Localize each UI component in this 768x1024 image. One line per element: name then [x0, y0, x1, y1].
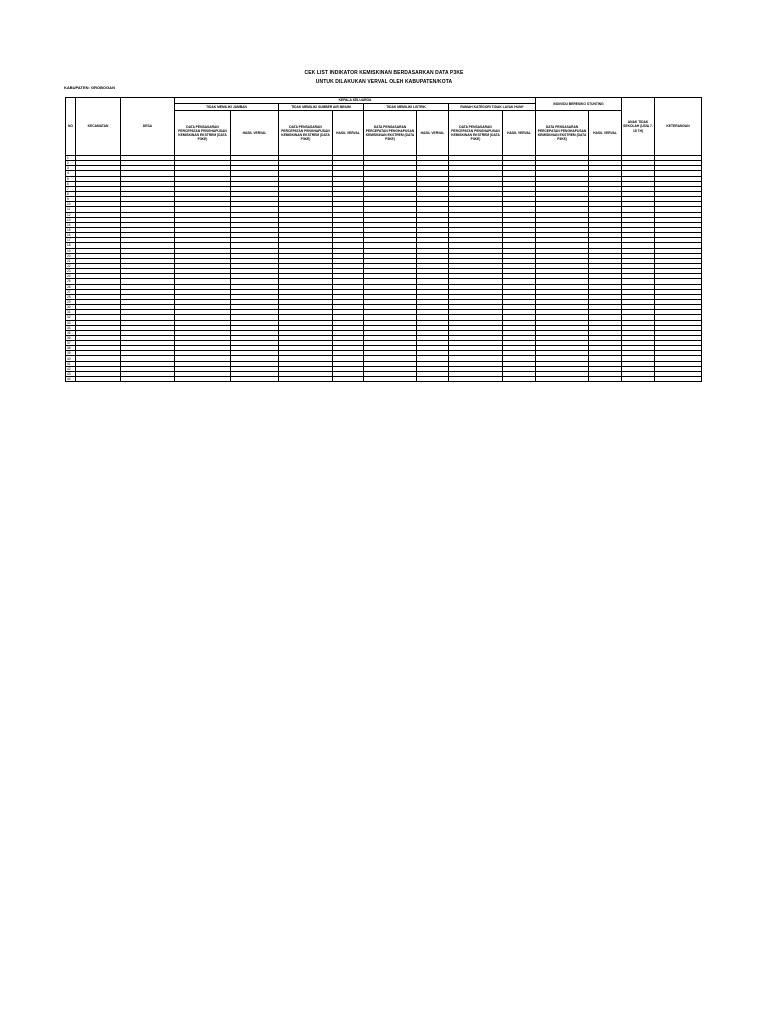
row-number: 18: [66, 243, 76, 248]
header-tidak-air-minum: TIDAK MEMILIKI SUMBER AIR MINUM: [279, 104, 364, 111]
row-number: 11: [66, 207, 76, 212]
row-number: 6: [66, 181, 76, 186]
row-number: 3: [66, 166, 76, 171]
row-number: 41: [66, 361, 76, 366]
row-number: 17: [66, 238, 76, 243]
header-data-p3ke: DATA PENSASARAN PERCEPATAN PENGHAPUSAN KEMISKINAN EKSTREM (DATA P3KE): [279, 111, 333, 156]
header-keterangan: KETERANGAN: [655, 98, 702, 156]
row-number: 36: [66, 335, 76, 340]
row-number: 10: [66, 202, 76, 207]
header-data-p3ke: DATA PENSASARAN PERCEPATAN PENGHAPUSAN KEMISKINAN EKSTREM (DATA P3KE): [449, 111, 503, 156]
header-hasil-verval: HASIL VERVAL: [503, 111, 536, 156]
table-cell[interactable]: [231, 377, 279, 382]
table-cell[interactable]: [333, 377, 364, 382]
header-tidak-jamban: TIDAK MEMILIKI JAMBAN: [175, 104, 279, 111]
header-data-p3ke: DATA PENSASARAN PERCEPATAN PENGHAPUSAN KEMISKINAN EKSTREM (DATA P3KE): [536, 111, 589, 156]
row-number: 20: [66, 253, 76, 258]
header-tidak-listrik: TIDAK MEMILIKI LISTRIK: [364, 104, 449, 111]
row-number: 38: [66, 346, 76, 351]
row-number: 25: [66, 279, 76, 284]
table-cell[interactable]: [76, 377, 121, 382]
table-cell[interactable]: [449, 377, 503, 382]
row-number: 19: [66, 248, 76, 253]
row-number: 22: [66, 263, 76, 268]
header-hasil-verval: HASIL VERVAL: [417, 111, 449, 156]
row-number: 42: [66, 366, 76, 371]
table-cell[interactable]: [417, 377, 449, 382]
header-no: NO: [66, 98, 76, 156]
header-anak-tidak-sekolah: ANAK TIDAK SEKOLAH (USIA 7-18 TH): [622, 98, 655, 156]
row-number: 43: [66, 371, 76, 376]
kabupaten-label: KABUPATEN: GROBOGAN: [64, 85, 115, 90]
row-number: 8: [66, 191, 76, 196]
table-cell[interactable]: [622, 377, 655, 382]
row-number: 44: [66, 377, 76, 382]
row-number: 28: [66, 294, 76, 299]
row-number: 27: [66, 289, 76, 294]
checklist-table: [65, 97, 702, 382]
row-number: 21: [66, 258, 76, 263]
table-cell[interactable]: [364, 377, 417, 382]
header-kecamatan: KECAMATAN: [76, 98, 121, 156]
row-number: 30: [66, 305, 76, 310]
header-rumah-tidak-layak: RUMAH KATEGORI TIDAK LAYAK HUNI*: [449, 104, 536, 111]
header-data-p3ke: DATA PENSASARAN PERCEPATAN PENGHAPUSAN KEMISKINAN EKSTREM (DATA P3KE): [364, 111, 417, 156]
row-number: 4: [66, 171, 76, 176]
row-number: 26: [66, 284, 76, 289]
row-number: 40: [66, 356, 76, 361]
row-number: 1: [66, 156, 76, 161]
document-subtitle: UNTUK DILAKUKAN VERVAL OLEH KABUPATEN/KOTA: [315, 79, 453, 85]
row-number: 39: [66, 351, 76, 356]
row-number: 5: [66, 176, 76, 181]
table-cell[interactable]: [503, 377, 536, 382]
header-individu-stunting: INDIVIDU BERESIKO STUNTING: [536, 98, 622, 111]
row-number: 13: [66, 217, 76, 222]
table-cell[interactable]: [536, 377, 589, 382]
row-number: 15: [66, 227, 76, 232]
row-number: 16: [66, 233, 76, 238]
row-number: 35: [66, 330, 76, 335]
table-cell[interactable]: [655, 377, 702, 382]
row-number: 2: [66, 161, 76, 166]
row-number: 34: [66, 325, 76, 330]
row-number: 31: [66, 310, 76, 315]
header-desa: DESA: [121, 98, 175, 156]
table-row: [66, 377, 702, 382]
header-data-p3ke: DATA PENSASARAN PERCEPATAN PENGHAPUSAN KEMISKINAN EKSTREM (DATA P3KE): [175, 111, 231, 156]
table-cell[interactable]: [175, 377, 231, 382]
table-cell[interactable]: [279, 377, 333, 382]
row-number: 9: [66, 197, 76, 202]
row-number: 32: [66, 315, 76, 320]
row-number: 33: [66, 320, 76, 325]
row-number: 14: [66, 222, 76, 227]
row-number: 12: [66, 212, 76, 217]
table-cell[interactable]: [121, 377, 175, 382]
row-number: 23: [66, 269, 76, 274]
row-number: 37: [66, 341, 76, 346]
row-number: 24: [66, 274, 76, 279]
table-cell[interactable]: [589, 377, 622, 382]
header-kepala-keluarga: KEPALA KELUARGA: [175, 98, 536, 104]
header-hasil-verval: HASIL VERVAL: [589, 111, 622, 156]
header-hasil-verval: HASIL VERVAL: [333, 111, 364, 156]
row-number: 29: [66, 299, 76, 304]
header-hasil-verval: HASIL VERVAL: [231, 111, 279, 156]
document-title: CEK LIST INDIKATOR KEMISKINAN BERDASARKAN DATA P3KE: [304, 70, 464, 76]
row-number: 7: [66, 186, 76, 191]
